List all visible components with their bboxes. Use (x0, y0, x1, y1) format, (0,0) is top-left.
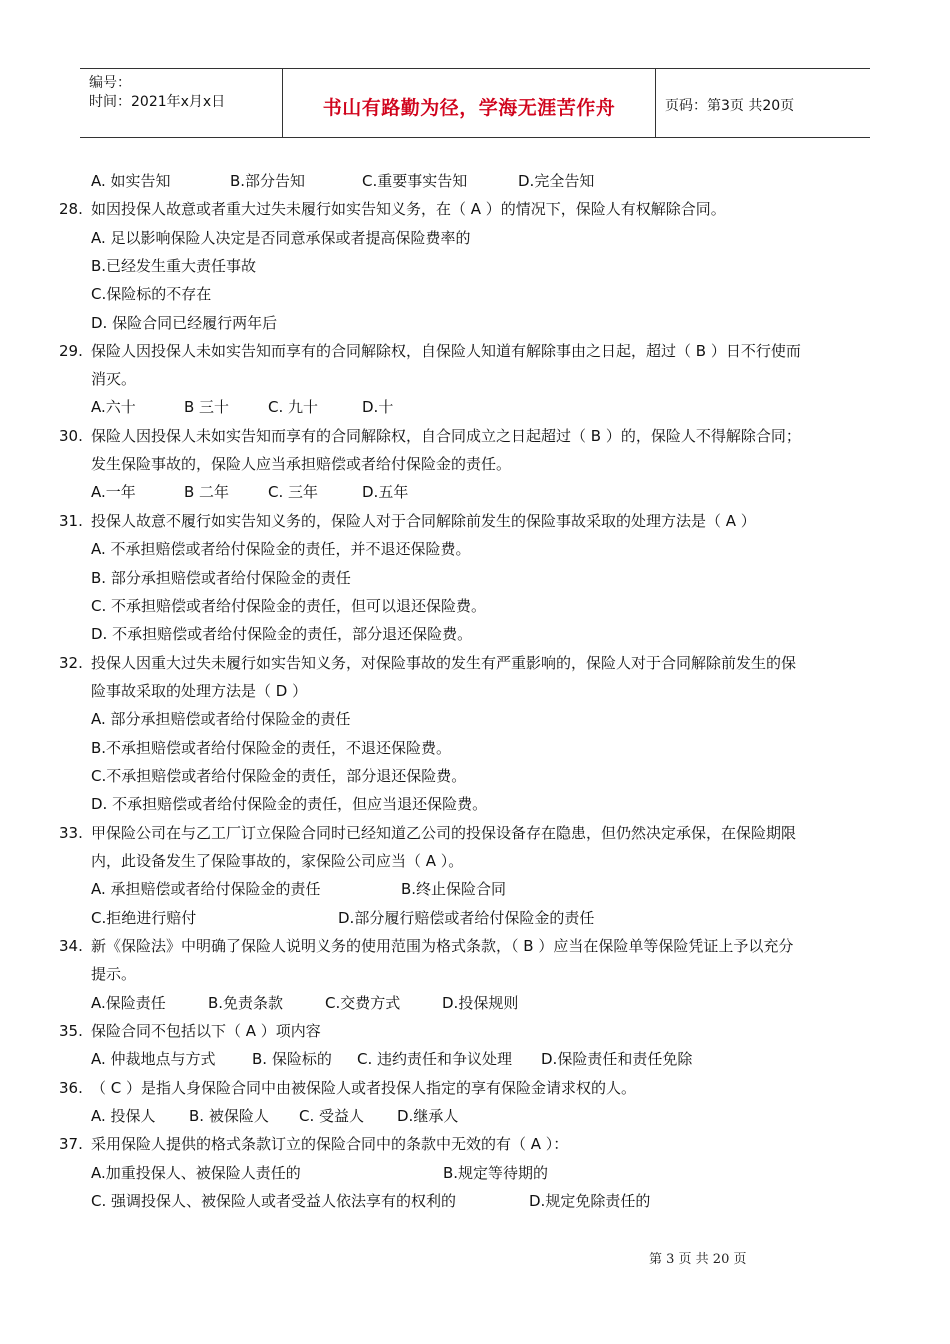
q31-option-a: A. 不承担赔偿或者给付保险金的责任，并不退还保险费。 (91, 540, 471, 558)
q36-option-c: C. 受益人 (299, 1107, 365, 1125)
q32-option-c: C.不承担赔偿或者给付保险金的责任，部分退还保险费。 (91, 767, 467, 785)
q34-question-line1: 新《保险法》中明确了保险人说明义务的使用范围为格式条款，（ B ）应当在保险单等保险凭证上予以充分 (91, 937, 794, 955)
q37-option-b: B.规定等待期的 (443, 1164, 549, 1182)
header-motto: 书山有路勤为径，学海无涯苦作舟 (322, 97, 616, 119)
q29-question-line1: 保险人因投保人未如实告知而享有的合同解除权，自保险人知道有解除事由之日起，超过（ B ）日不行使而 (91, 342, 801, 360)
q29-number: 29. (59, 342, 83, 360)
q36-option-d: D.继承人 (397, 1107, 459, 1125)
q36-number: 36. (59, 1079, 83, 1097)
q35-question: 保险合同不包括以下（ A ）项内容 (91, 1022, 321, 1040)
q27-option-b: B.部分告知 (230, 172, 306, 190)
q32-option-b: B.不承担赔偿或者给付保险金的责任，不退还保险费。 (91, 739, 452, 757)
doc-time-label: 时间：2021年x月x日 (89, 94, 226, 110)
q35-option-b: B. 保险标的 (252, 1050, 332, 1068)
header-meta-cell (80, 69, 283, 137)
q34-option-d: D.投保规则 (442, 994, 519, 1012)
q31-option-b: B. 部分承担赔偿或者给付保险金的责任 (91, 569, 351, 587)
q31-question: 投保人故意不履行如实告知义务的，保险人对于合同解除前发生的保险事故采取的处理方法是（ A ） (91, 512, 756, 530)
q35-number: 35. (59, 1022, 83, 1040)
q34-option-b: B.免责条款 (208, 994, 284, 1012)
header-motto-cell (283, 69, 656, 137)
q33-option-a: A. 承担赔偿或者给付保险金的责任 (91, 880, 321, 898)
q32-option-a: A. 部分承担赔偿或者给付保险金的责任 (91, 710, 351, 728)
q29-question-line2: 消灭。 (91, 370, 137, 388)
q35-option-d: D.保险责任和责任免除 (541, 1050, 693, 1068)
q30-question-line2: 发生保险事故的，保险人应当承担赔偿或者给付保险金的责任。 (91, 455, 512, 473)
q32-option-d: D. 不承担赔偿或者给付保险金的责任，但应当退还保险费。 (91, 795, 488, 813)
q34-option-a: A.保险责任 (91, 994, 166, 1012)
q37-option-c: C. 强调投保人、被保险人或者受益人依法享有的权利的 (91, 1192, 457, 1210)
q37-question: 采用保险人提供的格式条款订立的保险合同中的条款中无效的有（ A ）： (91, 1135, 569, 1153)
q30-question-line1: 保险人因投保人未如实告知而享有的合同解除权，自合同成立之日起超过（ B ）的，保险人不得解除合同； (91, 427, 801, 445)
q32-question-line2: 险事故采取的处理方法是（ D ） (91, 682, 308, 700)
q28-number: 28. (59, 200, 83, 218)
header-page-label: 页码：第3页 共20页 (665, 98, 795, 114)
q30-option-d: D.五年 (362, 483, 409, 501)
q37-option-d: D.规定免除责任的 (529, 1192, 651, 1210)
q27-option-c: C.重要事实告知 (362, 172, 468, 190)
q29-option-a: A.六十 (91, 398, 136, 416)
header-page-cell (656, 69, 870, 137)
q37-option-a: A.加重投保人、被保险人责任的 (91, 1164, 301, 1182)
q32-question-line1: 投保人因重大过失未履行如实告知义务，对保险事故的发生有严重影响的，保险人对于合同解除前发生的保 (91, 654, 797, 672)
q27-option-a: A. 如实告知 (91, 172, 171, 190)
q35-option-a: A. 仲裁地点与方式 (91, 1050, 216, 1068)
q36-option-b: B. 被保险人 (189, 1107, 269, 1125)
q31-number: 31. (59, 512, 83, 530)
q36-option-a: A. 投保人 (91, 1107, 156, 1125)
document-header (80, 68, 870, 138)
q33-question-line1: 甲保险公司在与乙工厂订立保险合同时已经知道乙公司的投保设备存在隐患，但仍然决定承保，在保险期限 (91, 824, 797, 842)
q30-option-b: B 二年 (184, 483, 230, 501)
q30-number: 30. (59, 427, 83, 445)
q33-option-d: D.部分履行赔偿或者给付保险金的责任 (338, 909, 595, 927)
q29-option-d: D.十 (362, 398, 394, 416)
doc-number-label: 编号： (89, 75, 131, 91)
q29-option-b: B 三十 (184, 398, 230, 416)
page-footer: 第 3 页 共 20 页 (649, 1252, 747, 1267)
q35-option-c: C. 违约责任和争议处理 (357, 1050, 513, 1068)
q28-question: 如因投保人故意或者重大过失未履行如实告知义务，在（ A ）的情况下，保险人有权解除合同。 (91, 200, 726, 218)
q32-number: 32. (59, 654, 83, 672)
q29-option-c: C. 九十 (268, 398, 319, 416)
q30-option-c: C. 三年 (268, 483, 319, 501)
q27-option-d: D.完全告知 (518, 172, 595, 190)
q30-option-a: A.一年 (91, 483, 136, 501)
q33-question-line2: 内，此设备发生了保险事故的，家保险公司应当（ A ）。 (91, 852, 464, 870)
q34-number: 34. (59, 937, 83, 955)
q28-option-d: D. 保险合同已经履行两年后 (91, 314, 278, 332)
q34-question-line2: 提示。 (91, 965, 137, 983)
q34-option-c: C.交费方式 (325, 994, 401, 1012)
q28-option-c: C.保险标的不存在 (91, 285, 212, 303)
q28-option-a: A. 足以影响保险人决定是否同意承保或者提高保险费率的 (91, 229, 471, 247)
q36-question: （ C ）是指人身保险合同中由被保险人或者投保人指定的享有保险金请求权的人。 (91, 1079, 637, 1097)
q33-option-c: C.拒绝进行赔付 (91, 909, 197, 927)
q31-option-c: C. 不承担赔偿或者给付保险金的责任，但可以退还保险费。 (91, 597, 487, 615)
q37-number: 37. (59, 1135, 83, 1153)
q28-option-b: B.已经发生重大责任事故 (91, 257, 257, 275)
q31-option-d: D. 不承担赔偿或者给付保险金的责任，部分退还保险费。 (91, 625, 473, 643)
q33-option-b: B.终止保险合同 (401, 880, 507, 898)
q33-number: 33. (59, 824, 83, 842)
